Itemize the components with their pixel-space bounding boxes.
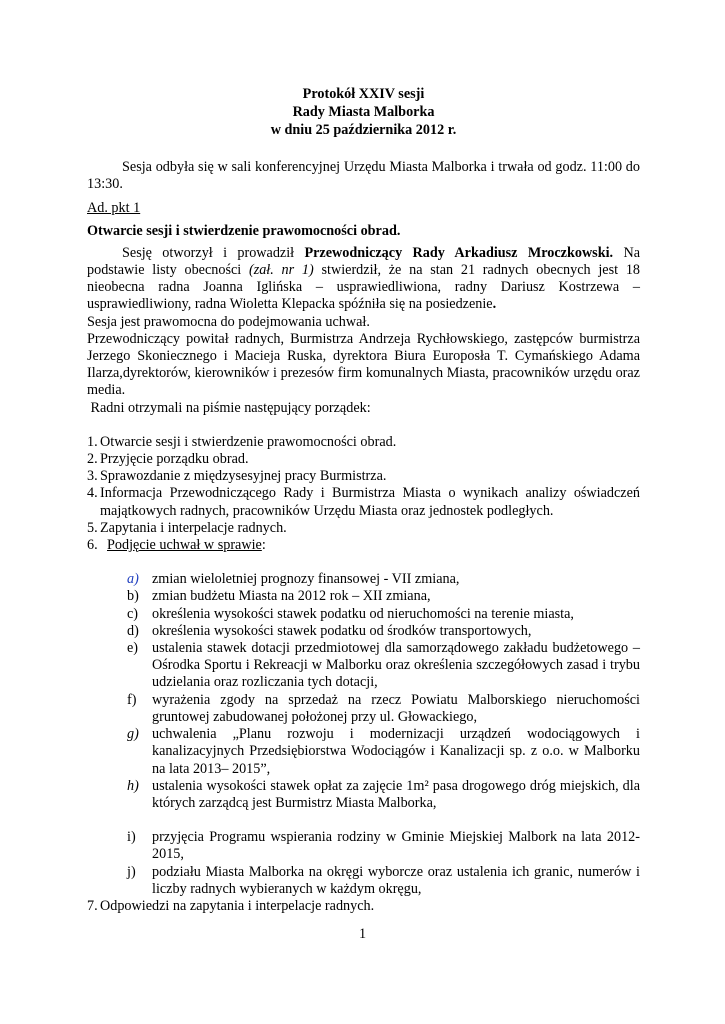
agenda-list [87,434,640,554]
resolution-item: i) przyjęcia Programu wspierania rodziny w Gminie Miejskiej Malbork na lata 2012-2015, [127,829,640,863]
resolution-item: g) uchwalenia „Planu rozwoju i modernizacji urządzeń wodociągowych i kanalizacyjnych Przedsiębiorstwa Wodociągów i Kanalizacji sp. z o.o. w Malborku na lata 2013– 2015”, [127,726,640,777]
resolution-item: c) określenia wysokości stawek podatku od nieruchomości na terenie miasta, [127,605,574,622]
title-line-2: Rady Miasta Malborka [292,104,435,120]
resolution-item: d) określenia wysokości stawek podatku od środków transportowych, [127,622,532,639]
document-title [87,86,640,140]
opening-paragraph [87,245,640,314]
section-ad-label: Ad. pkt 1 [87,200,141,217]
opening-dot: . [492,296,497,313]
agenda-item: 5. Zapytania i interpelacje radnych. [87,519,287,536]
validity-paragraph: Sesja jest prawomocna do podejmowania uchwał. [87,313,370,330]
resolution-item: f) wyrażenia zgody na sprzedaż na rzecz Powiatu Malborskiego nieruchomości gruntowej zabudowanej położonej przy ul. Głowackiego, [127,691,640,725]
title-line-1: Protokół XXIV sesji [302,86,425,102]
agenda-list-continued [87,898,640,915]
document-page [87,86,640,915]
opening-text-c: stwierdził, że na stan 21 radnych obecnych jest 18 nieobecna radna Joanna Iglińska – usprawiedliwiona, radny Dariusz Kostrzewa – usprawiedliwiony, radna Wioletta Klepacka spóźniła się na posiedzenie [87,262,641,313]
agenda-item: 3. Sprawozdanie z międzysesyjnej pracy Burmistrza. [87,468,387,485]
agenda-intro: Radni otrzymali na piśmie następujący porządek: [87,399,371,416]
resolution-item: a) zmian wieloletniej prognozy finansowej - VII zmiana, [127,571,460,588]
chairman-name: Przewodniczący Rady Arkadiusz Mroczkowski. [304,244,614,261]
intro-paragraph: Sesja odbyła się w sali konferencyjnej Urzędu Miasta Malborka i trwała od godz. 11:00 do 13:30. [87,159,640,193]
agenda-item: 7. Odpowiedzi na zapytania i interpelacje radnych. [87,897,375,914]
agenda-item: 4. Informacja Przewodniczącego Rady i Burmistrza Miasta o wynikach analizy oświadczeń majątkowych radnych, pracowników Urzędu Miasta oraz jednostek podległych. [87,485,640,519]
section-heading: Otwarcie sesji i stwierdzenie prawomocności obrad. [87,222,401,239]
resolution-item: e) ustalenia stawek dotacji przedmiotowej dla samorządowego zakładu budżetowego – Ośrodka Sportu i Rekreacji w Malborku oraz określenia szczegółowych zasad i trybu udzielania oraz rozliczania tych dotacji, [127,640,640,691]
agenda-item: 6. Podjęcie uchwał w sprawie: [87,537,266,554]
opening-text-b: Na podstawie listy obecności [87,244,640,279]
title-line-3: w dniu 25 października 2012 r. [270,122,457,138]
agenda-item: 2. Przyjęcie porządku obrad. [87,451,249,468]
agenda-item: 1. Otwarcie sesji i stwierdzenie prawomocności obrad. [87,433,397,450]
resolution-item: j) podziału Miasta Malborka na okręgi wyborcze oraz ustalenia ich granic, numerów i liczby radnych wybieranych w każdym okręgu, [127,863,640,897]
opening-text-a: Sesję otworzył i prowadził [122,244,305,261]
resolutions-list [127,571,640,898]
welcome-paragraph: Przewodniczący powitał radnych, Burmistrza Andrzeja Rychłowskiego, zastępców burmistrza Jerzego Skoniecznego i Macieja Ruska, dyrektora Biura Europosła T. Cymańskiego Adama Ilarza,dyrektorów, kierowników i prezesów firm komunalnych Miasta, pracowników urzędu oraz media. [87,330,640,399]
page-number: 1 [358,926,367,942]
resolution-item: h) ustalenia wysokości stawek opłat za zajęcie 1m² pasa drogowego dróg miejskich, dla których zarządcą jest Burmistrz Miasta Malborka, [127,777,640,811]
attachment-ref: (zał. nr 1) [248,262,314,279]
resolution-item: b) zmian budżetu Miasta na 2012 rok – XII zmiana, [127,588,431,605]
